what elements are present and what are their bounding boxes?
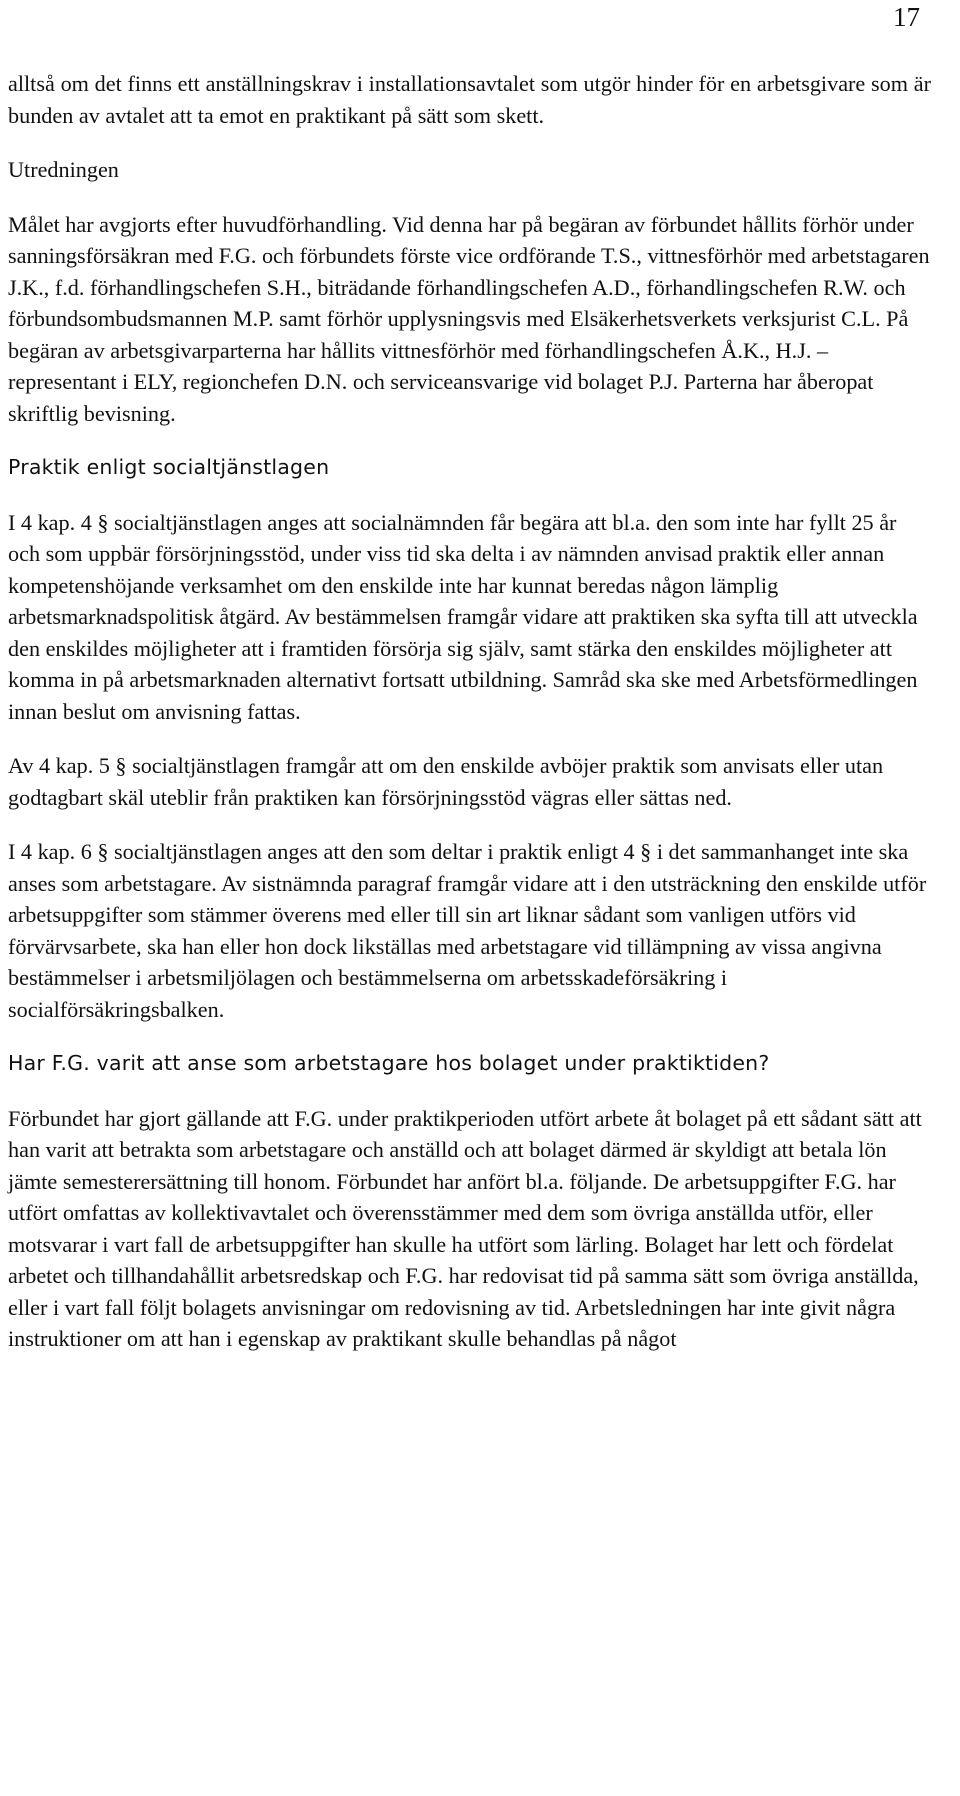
heading-utredningen: Utredningen [8,157,119,182]
page-number: 17 [893,2,920,32]
paragraph-intro: alltså om det finns ett anställningskrav i installationsavtalet som utgör hinder för en arbetsgivare som är bunden av avtalet att ta emot en praktikant på sätt som skett. [8,71,931,128]
document-body [8,68,931,1355]
paragraph-forbundet: Förbundet har gjort gällande att F.G. under praktikperioden utfört arbete åt bolaget på ett sådant sätt att han varit att betrakta som arbetstagare och anställd och att bolaget därmed är skyldigt att betala lön jämte semesterersättning till honom. Förbundet har anfört bl.a. följande. De arbetsuppgifter F.G. har utfört omfattas av kollektivavtalet och överensstämmer med dem som övriga anställda utför, eller motsvarar i vart fall de arbetsuppgifter han skulle ha utfört som lärling. Bolaget har lett och fördelat arbetet och tillhandahållit arbetsredskap och F.G. har redovisat tid på samma sätt som övriga anställda, eller i vart fall följt bolagets anvisningar om redovisning av tid. Arbetsledningen har inte givit några instruktioner om att han i egenskap av praktikant skulle behandlas på något [8,1105,922,1351]
heading-praktik: Praktik enligt socialtjänstlagen [8,455,330,479]
paragraph-4kap6: I 4 kap. 6 § socialtjänstlagen anges att den som deltar i praktik enligt 4 § i det sammanhanget inte ska anses som arbetstagare. Av sistnämnda paragraf framgår vidare att i den utsträckning den enskilde utför arbetsuppgifter som stämmer överens med eller till sin art liknar sådant som vanligen utförs vid förvärvsarbete, ska han eller hon dock likställas med arbetstagare vid tillämpning av vissa angivna bestämmelser i arbetsmiljölagen och bestämmelserna om arbetsskadeförsäkring i socialförsäkringsbalken. [8,839,927,1022]
paragraph-4kap5: Av 4 kap. 5 § socialtjänstlagen framgår att om den enskilde avböjer praktik som anvisats eller utan godtagbart skäl uteblir från praktiken kan försörjningsstöd vägras eller sättas ned. [8,753,884,810]
paragraph-utredningen: Målet har avgjorts efter huvudförhandling. Vid denna har på begäran av förbundet hållits förhör under sanningsförsäkran med F.G. och förbundets förste vice ordförande T.S., vittnesförhör med arbetstagaren J.K., f.d. förhandlingschefen S.H., biträdande förhandlingschefen A.D., förhandlingschefen R.W. och förbundsombudsmannen M.P. samt förhör upplysningsvis med Elsäkerhetsverkets verksjurist C.L. På begäran av arbetsgivarparterna har hållits vittnesförhör med förhandlingschefen Å.K., H.J. – representant i ELY, regionchefen D.N. och serviceansvarige vid bolaget P.J. Parterna har åberopat skriftlig bevisning. [8,211,930,426]
paragraph-4kap4: I 4 kap. 4 § socialtjänstlagen anges att socialnämnden får begära att bl.a. den som inte har fyllt 25 år och som uppbär försörjningsstöd, under viss tid ska delta i av nämnden anvisad praktik eller annan kompetenshöjande verksamhet om den enskilde inte har kunnat beredas någon lämplig arbetsmarknadspolitisk åtgärd. Av bestämmelsen framgår vidare att praktiken ska syfta till att utveckla den enskildes möjligheter att i framtiden försörja sig själv, samt stärka den enskildes möjligheter att komma in på arbetsmarknaden alternativt fortsatt utbildning. Samråd ska ske med Arbetsförmedlingen innan beslut om anvisning fattas. [8,509,918,724]
heading-question: Har F.G. varit att anse som arbetstagare hos bolaget under praktiktiden? [8,1051,770,1075]
